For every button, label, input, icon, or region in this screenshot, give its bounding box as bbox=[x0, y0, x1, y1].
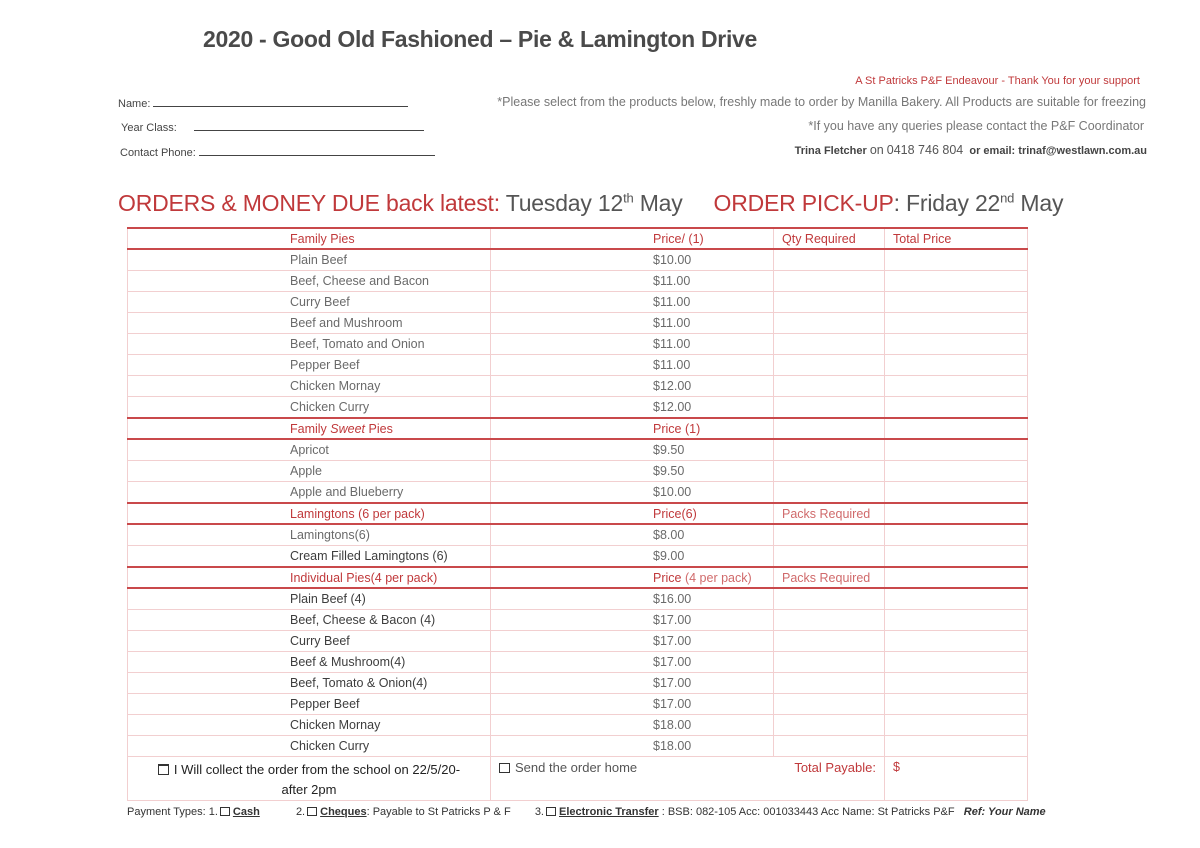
product-price: $17.00 bbox=[491, 631, 774, 652]
table-row bbox=[128, 524, 1028, 546]
table-row bbox=[128, 673, 1028, 694]
product-price: $9.50 bbox=[491, 439, 774, 461]
transfer-checkbox[interactable] bbox=[546, 807, 556, 816]
name-label: Name: bbox=[118, 98, 151, 110]
product-price: $10.00 bbox=[491, 482, 774, 504]
total-input[interactable] bbox=[885, 271, 1028, 292]
table-row bbox=[128, 461, 1028, 482]
cash-option: Cash bbox=[232, 806, 260, 818]
product-name: Apple bbox=[128, 461, 491, 482]
qty-input[interactable] bbox=[774, 673, 885, 694]
total-input[interactable] bbox=[885, 631, 1028, 652]
name-field[interactable] bbox=[118, 96, 408, 110]
product-price: $17.00 bbox=[491, 673, 774, 694]
payment-reference: Ref: Your Name bbox=[963, 806, 1046, 818]
send-home-cell bbox=[491, 757, 885, 801]
product-name: Beef, Tomato and Onion bbox=[128, 334, 491, 355]
sweet-em: Sweet bbox=[330, 421, 366, 436]
table-row bbox=[128, 588, 1028, 610]
product-price: $11.00 bbox=[491, 271, 774, 292]
product-name: Apricot bbox=[128, 439, 491, 461]
table-row bbox=[128, 376, 1028, 397]
currency-symbol: $ bbox=[893, 760, 900, 774]
qty-input[interactable] bbox=[774, 694, 885, 715]
section-title: Family Pies bbox=[128, 228, 491, 249]
product-price: $18.00 bbox=[491, 736, 774, 757]
send-home-text: Send the order home bbox=[515, 760, 638, 775]
select-note: *Please select from the products below, freshly made to order by Manilla Bakery. All Products are suitable for freezing bbox=[497, 95, 1146, 109]
product-name: Plain Beef bbox=[128, 249, 491, 271]
on-text: on bbox=[869, 143, 884, 157]
collect-option[interactable] bbox=[128, 757, 491, 801]
total-input[interactable] bbox=[885, 482, 1028, 504]
payment-types: Payment Types: 1. Cash 2. Cheques: Payable to St Patricks P & F 3. Electronic Transfer : BSB: 082-105 Acc: 001033443 Acc Name: St Patricks P&F Ref: Your Name bbox=[127, 806, 1046, 818]
product-price: $11.00 bbox=[491, 355, 774, 376]
year-class-line[interactable] bbox=[194, 120, 424, 131]
total-input[interactable] bbox=[885, 461, 1028, 482]
contact-phone-field[interactable] bbox=[120, 145, 435, 159]
product-price: $17.00 bbox=[491, 652, 774, 673]
qty-input[interactable] bbox=[774, 439, 885, 461]
qty-input[interactable] bbox=[774, 524, 885, 546]
product-price: $11.00 bbox=[491, 334, 774, 355]
total-header bbox=[885, 503, 1028, 524]
collect-checkbox[interactable] bbox=[158, 764, 169, 775]
total-input[interactable] bbox=[885, 292, 1028, 313]
total-input[interactable] bbox=[885, 610, 1028, 631]
coordinator-name: Trina Fletcher bbox=[794, 145, 867, 157]
product-price: $16.00 bbox=[491, 588, 774, 610]
table-row bbox=[128, 715, 1028, 736]
qty-input[interactable] bbox=[774, 249, 885, 271]
collect-time: after 2pm bbox=[281, 782, 337, 797]
total-header bbox=[885, 567, 1028, 588]
product-price: $17.00 bbox=[491, 610, 774, 631]
or-email-text: or email: bbox=[969, 145, 1016, 157]
product-price: $17.00 bbox=[491, 694, 774, 715]
total-input[interactable] bbox=[885, 249, 1028, 271]
product-price: $12.00 bbox=[491, 376, 774, 397]
product-price: $10.00 bbox=[491, 249, 774, 271]
product-name: Lamingtons(6) bbox=[128, 524, 491, 546]
price-note: (4 per pack) bbox=[681, 570, 752, 585]
total-input[interactable] bbox=[885, 652, 1028, 673]
qty-input[interactable] bbox=[774, 715, 885, 736]
total-input[interactable] bbox=[885, 673, 1028, 694]
product-name: Curry Beef bbox=[128, 631, 491, 652]
endeavour-tagline: A St Patricks P&F Endeavour - Thank You for your support bbox=[855, 75, 1140, 87]
contact-phone-line[interactable] bbox=[199, 145, 435, 156]
total-input[interactable] bbox=[885, 546, 1028, 568]
pickup-label: ORDER PICK-UP bbox=[713, 190, 894, 216]
total-input[interactable] bbox=[885, 439, 1028, 461]
product-price: $9.00 bbox=[491, 546, 774, 568]
product-name: Chicken Curry bbox=[128, 397, 491, 419]
product-name: Beef and Mushroom bbox=[128, 313, 491, 334]
qty-input[interactable] bbox=[774, 736, 885, 757]
qty-input[interactable] bbox=[774, 355, 885, 376]
table-row bbox=[128, 482, 1028, 504]
section-title: Individual Pies(4 per pack) bbox=[128, 567, 491, 588]
cheques-option: Cheques bbox=[320, 806, 367, 818]
total-input[interactable] bbox=[885, 313, 1028, 334]
qty-input[interactable] bbox=[774, 271, 885, 292]
price-header bbox=[491, 567, 774, 588]
product-price: $11.00 bbox=[491, 292, 774, 313]
qty-input[interactable] bbox=[774, 313, 885, 334]
product-name: Chicken Mornay bbox=[128, 376, 491, 397]
qty-input[interactable] bbox=[774, 334, 885, 355]
total-input[interactable] bbox=[885, 397, 1028, 419]
coordinator-contact bbox=[795, 143, 1147, 157]
product-name: Apple and Blueberry bbox=[128, 482, 491, 504]
name-line[interactable] bbox=[153, 96, 408, 107]
table-row bbox=[128, 334, 1028, 355]
table-row bbox=[128, 439, 1028, 461]
total-input[interactable] bbox=[885, 694, 1028, 715]
collect-text: I Will collect the order from the school on 22/5/20- bbox=[173, 762, 461, 777]
qty-input[interactable] bbox=[774, 292, 885, 313]
product-name: Pepper Beef bbox=[128, 694, 491, 715]
orders-due-date: Tuesday 12th May bbox=[505, 190, 683, 216]
queries-note: *If you have any queries please contact the P&F Coordinator bbox=[808, 119, 1144, 133]
product-name: Beef & Mushroom(4) bbox=[128, 652, 491, 673]
product-price: $11.00 bbox=[491, 313, 774, 334]
qty-input[interactable] bbox=[774, 546, 885, 568]
table-row bbox=[128, 736, 1028, 757]
table-row bbox=[128, 652, 1028, 673]
sweet_pies-header-row bbox=[128, 418, 1028, 439]
total-header: Total Price bbox=[885, 228, 1028, 249]
table-row bbox=[128, 271, 1028, 292]
table-row bbox=[128, 292, 1028, 313]
qty-header: Packs Required bbox=[774, 503, 885, 524]
table-row bbox=[128, 694, 1028, 715]
product-price: $18.00 bbox=[491, 715, 774, 736]
total-input[interactable] bbox=[885, 715, 1028, 736]
year-class-label: Year Class: bbox=[121, 122, 177, 134]
price-header: Price/ (1) bbox=[491, 228, 774, 249]
cash-checkbox[interactable] bbox=[220, 807, 230, 816]
send-home-checkbox[interactable] bbox=[499, 763, 510, 773]
product-name: Beef, Cheese & Bacon (4) bbox=[128, 610, 491, 631]
product-name: Plain Beef (4) bbox=[128, 588, 491, 610]
total-input[interactable] bbox=[885, 524, 1028, 546]
due-dates-banner bbox=[118, 190, 1063, 217]
product-name: Cream Filled Lamingtons (6) bbox=[128, 546, 491, 568]
qty-input[interactable] bbox=[774, 461, 885, 482]
sweet-pre: Family bbox=[290, 421, 331, 436]
order-table bbox=[127, 227, 1028, 801]
qty-header bbox=[774, 418, 885, 439]
orders-due-label: ORDERS & MONEY DUE back latest: bbox=[118, 190, 500, 216]
qty-input[interactable] bbox=[774, 652, 885, 673]
qty-input[interactable] bbox=[774, 610, 885, 631]
pickup-date: : Friday 22nd May bbox=[893, 190, 1064, 216]
total-input[interactable] bbox=[885, 736, 1028, 757]
total-header bbox=[885, 418, 1028, 439]
product-price: $8.00 bbox=[491, 524, 774, 546]
send-home-option[interactable] bbox=[499, 760, 637, 775]
product-price: $9.50 bbox=[491, 461, 774, 482]
page-title: 2020 - Good Old Fashioned – Pie & Lamington Drive bbox=[203, 26, 758, 52]
year-class-field[interactable] bbox=[121, 120, 424, 134]
total-payable-label: Total Payable: bbox=[794, 760, 876, 775]
coordinator-email[interactable]: trinaf@westlawn.com.au bbox=[1018, 145, 1147, 157]
table-row bbox=[128, 249, 1028, 271]
table-row bbox=[128, 397, 1028, 419]
cheques-checkbox[interactable] bbox=[307, 807, 317, 816]
qty-input[interactable] bbox=[774, 482, 885, 504]
table-row bbox=[128, 631, 1028, 652]
qty-header: Qty Required bbox=[774, 228, 885, 249]
individual_pies-header-row bbox=[128, 567, 1028, 588]
product-name: Beef, Tomato & Onion(4) bbox=[128, 673, 491, 694]
total-payable-input[interactable] bbox=[885, 757, 1028, 801]
total-input[interactable] bbox=[885, 334, 1028, 355]
total-input[interactable] bbox=[885, 355, 1028, 376]
section-title bbox=[128, 418, 491, 439]
table-row bbox=[128, 355, 1028, 376]
section-title: Lamingtons (6 per pack) bbox=[128, 503, 491, 524]
qty-input[interactable] bbox=[774, 631, 885, 652]
product-name: Curry Beef bbox=[128, 292, 491, 313]
price-label: Price bbox=[653, 570, 682, 585]
product-name: Beef, Cheese and Bacon bbox=[128, 271, 491, 292]
table-row bbox=[128, 313, 1028, 334]
transfer-option: Electronic Transfer bbox=[559, 806, 659, 818]
coordinator-phone: 0418 746 804 bbox=[886, 143, 964, 157]
contact-phone-label: Contact Phone: bbox=[120, 147, 196, 159]
table-row bbox=[128, 546, 1028, 568]
qty-input[interactable] bbox=[774, 397, 885, 419]
total-input[interactable] bbox=[885, 376, 1028, 397]
family_pies-header-row bbox=[128, 228, 1028, 249]
sweet-post: Pies bbox=[365, 421, 393, 436]
lamingtons-header-row bbox=[128, 503, 1028, 524]
product-name: Pepper Beef bbox=[128, 355, 491, 376]
product-price: $12.00 bbox=[491, 397, 774, 419]
product-name: Chicken Curry bbox=[128, 736, 491, 757]
total-input[interactable] bbox=[885, 588, 1028, 610]
price-header: Price(6) bbox=[491, 503, 774, 524]
qty-header: Packs Required bbox=[774, 567, 885, 588]
qty-input[interactable] bbox=[774, 376, 885, 397]
delivery-row bbox=[128, 757, 1028, 801]
price-header: Price (1) bbox=[491, 418, 774, 439]
qty-input[interactable] bbox=[774, 588, 885, 610]
product-name: Chicken Mornay bbox=[128, 715, 491, 736]
table-row bbox=[128, 610, 1028, 631]
